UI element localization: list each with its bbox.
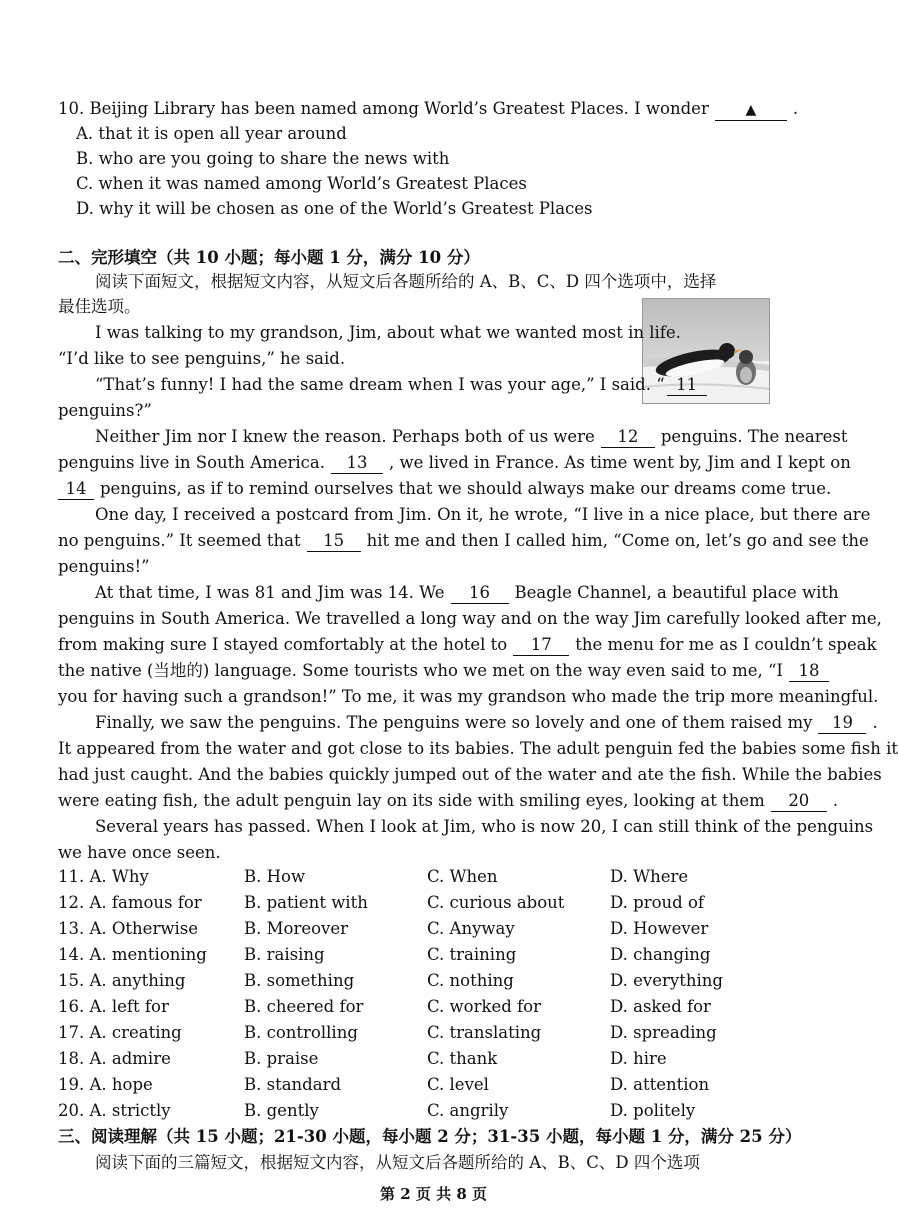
choice-b: B. something: [244, 971, 355, 990]
cloze-instruction-1: 阅读下面短文，根据短文内容，从短文后各题所给的 A、B、C、D 四个选项中，选择: [95, 272, 717, 291]
passage-line: we have once seen.: [58, 843, 221, 862]
cloze-instruction-2: 最佳选项。: [58, 297, 141, 316]
passage-line: were eating fish, the adult penguin lay on its side with smiling eyes, looking at them 20 .: [58, 791, 839, 810]
choice-a: 19. A. hope: [58, 1075, 153, 1094]
reading-section-title: 三、阅读理解（共 15 小题；21-30 小题，每小题 2 分；31-35 小题，每小题 1 分，满分 25 分）: [58, 1127, 802, 1146]
passage-line: you for having such a grandson!” To me, it was my grandson who made the trip more meaningful.: [58, 687, 879, 706]
choice-c: C. worked for: [427, 997, 541, 1016]
answer-blank-11: 11: [667, 375, 707, 396]
choice-c: C. translating: [427, 1023, 542, 1042]
choice-a: 11. A. Why: [58, 867, 149, 886]
choice-row-11: [58, 864, 818, 890]
choice-d: D. However: [610, 919, 709, 938]
q10-stem: 10. Beijing Library has been named among World’s Greatest Places. I wonder ▲ .: [58, 96, 798, 122]
passage-line: had just caught. And the babies quickly jumped out of the water and ate the fish. While the babies: [58, 765, 882, 784]
answer-blank-17: 17: [513, 635, 569, 656]
page-number: 第 2 页 共 8 页: [380, 1185, 487, 1203]
choice-c: C. curious about: [427, 893, 565, 912]
triangle-mark-icon: ▲: [745, 102, 757, 118]
answer-blank-16: 16: [451, 583, 509, 604]
passage-line: Finally, we saw the penguins. The penguins were so lovely and one of them raised my 19 .: [95, 713, 878, 732]
choice-c: C. level: [427, 1075, 489, 1094]
answer-blank-13: 13: [331, 453, 383, 474]
choice-b: B. Moreover: [244, 919, 349, 938]
choice-d: D. spreading: [610, 1023, 717, 1042]
choice-row-15: [58, 968, 818, 994]
answer-blank-19: 19: [818, 713, 866, 734]
choice-row-12: [58, 890, 818, 916]
choice-b: B. patient with: [244, 893, 368, 912]
answer-blank-18: 18: [789, 661, 829, 682]
choice-c: C. training: [427, 945, 517, 964]
reading-instruction: 阅读下面的三篇短文，根据短文内容，从短文后各题所给的 A、B、C、D 四个选项: [95, 1153, 700, 1172]
answer-blank-12: 12: [601, 427, 655, 448]
answer-blank-14: 14: [58, 479, 94, 500]
passage-line: penguins in South America. We travelled a long way and on the way Jim carefully looked after me,: [58, 609, 882, 628]
passage-line: the native (当地的) language. Some tourists who we met on the way even said to me, “I 18: [58, 658, 798, 684]
q10-option-b: B. who are you going to share the news with: [76, 149, 450, 168]
choice-d: D. Where: [610, 867, 689, 886]
choice-row-14: [58, 942, 818, 968]
choice-a: 15. A. anything: [58, 971, 186, 990]
choice-c: C. Anyway: [427, 919, 515, 938]
choice-d: D. everything: [610, 971, 723, 990]
passage-line: I was talking to my grandson, Jim, about what we wanted most in life.: [95, 323, 681, 342]
choice-a: 20. A. strictly: [58, 1101, 171, 1120]
passage-line: 14 penguins, as if to remind ourselves that we should always make our dreams come true.: [58, 476, 798, 502]
passage-line: It appeared from the water and got close to its babies. The adult penguin fed the babies some fish it: [58, 739, 898, 758]
q10-option-a: A. that it is open all year around: [76, 124, 347, 143]
choice-b: B. raising: [244, 945, 325, 964]
choice-b: B. How: [244, 867, 306, 886]
choice-d: D. hire: [610, 1049, 667, 1068]
choice-c: C. thank: [427, 1049, 498, 1068]
choice-row-20: [58, 1098, 818, 1124]
choice-d: D. proud of: [610, 893, 704, 912]
passage-line: At that time, I was 81 and Jim was 14. We 16 Beagle Channel, a beautiful place with: [95, 583, 839, 602]
q10-option-d: D. why it will be chosen as one of the World’s Greatest Places: [76, 199, 593, 218]
choice-row-13: [58, 916, 818, 942]
passage-line: Several years has passed. When I look at Jim, who is now 20, I can still think of the penguins: [95, 817, 874, 836]
choice-a: 12. A. famous for: [58, 893, 202, 912]
choice-row-16: [58, 994, 818, 1020]
choice-row-19: [58, 1072, 818, 1098]
choice-d: D. asked for: [610, 997, 711, 1016]
choice-d: D. changing: [610, 945, 711, 964]
passage-line: “That’s funny! I had the same dream when I was your age,” I said. “ 11: [95, 372, 795, 398]
choice-b: B. cheered for: [244, 997, 364, 1016]
choice-row-18: [58, 1046, 818, 1072]
choice-c: C. When: [427, 867, 498, 886]
answer-blank-15: 15: [307, 531, 361, 552]
q10-option-c: C. when it was named among World’s Greatest Places: [76, 174, 527, 193]
passage-line: “I’d like to see penguins,” he said.: [58, 349, 346, 368]
passage-line: penguins live in South America. 13 , we lived in France. As time went by, Jim and I kept on: [58, 453, 851, 472]
answer-blank-20: 20: [771, 791, 827, 812]
choice-b: B. standard: [244, 1075, 342, 1094]
choice-a: 16. A. left for: [58, 997, 169, 1016]
choice-c: C. angrily: [427, 1101, 509, 1120]
choice-b: B. praise: [244, 1049, 319, 1068]
choice-a: 17. A. creating: [58, 1023, 182, 1042]
passage-line: One day, I received a postcard from Jim. On it, he wrote, “I live in a nice place, but there are: [95, 505, 871, 524]
choice-b: B. controlling: [244, 1023, 358, 1042]
choice-a: 13. A. Otherwise: [58, 919, 198, 938]
choice-b: B. gently: [244, 1101, 319, 1120]
choice-d: D. politely: [610, 1101, 696, 1120]
cloze-section-title: 二、完形填空（共 10 小题；每小题 1 分，满分 10 分）: [58, 248, 480, 267]
choice-c: C. nothing: [427, 971, 514, 990]
passage-line: penguins?”: [58, 401, 152, 420]
passage-line: penguins!”: [58, 557, 150, 576]
passage-line: Neither Jim nor I knew the reason. Perhaps both of us were 12 penguins. The nearest: [95, 427, 848, 446]
choice-a: 18. A. admire: [58, 1049, 171, 1068]
choice-d: D. attention: [610, 1075, 710, 1094]
passage-line: no penguins.” It seemed that 15 hit me and then I called him, “Come on, let’s go and see the: [58, 531, 869, 550]
passage-line: from making sure I stayed comfortably at the hotel to 17 the menu for me as I couldn’t speak: [58, 635, 877, 654]
answer-blank-10: [715, 99, 787, 121]
choice-row-17: [58, 1020, 818, 1046]
choice-a: 14. A. mentioning: [58, 945, 207, 964]
